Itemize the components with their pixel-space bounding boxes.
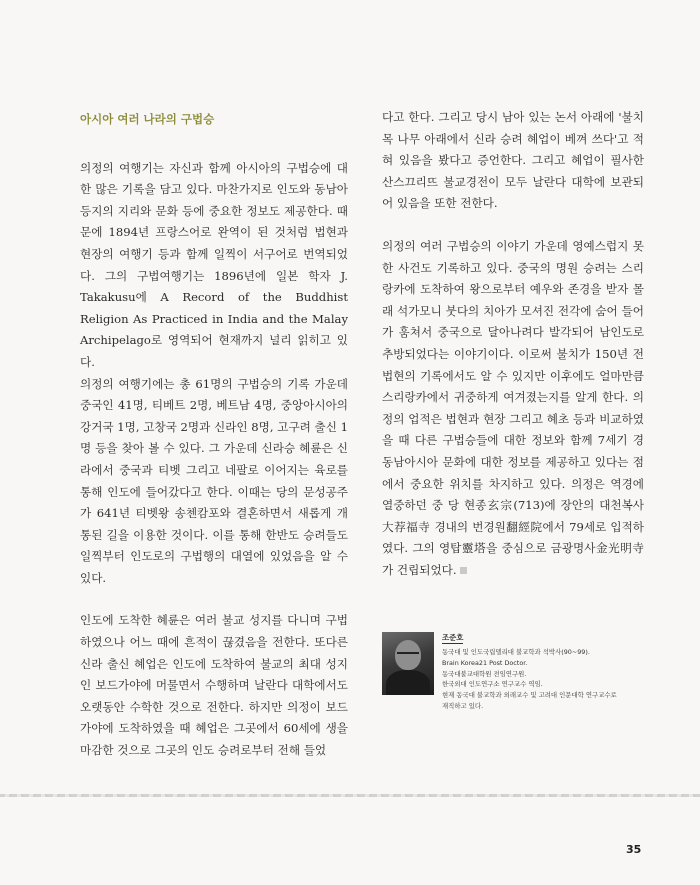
paragraph-4: 다고 한다. 그리고 당시 남아 있는 논서 아래에 '불치목 나무 아래에서 신라 승려 혜업이 베껴 쓰다'고 적혀 있음을 봤다고 증언한다. 그리고 혜업이 필사한 산스끄리뜨 불교경전이 모두 날란다 대학에 보관되어 있음을 또한 전한다. [382,110,644,211]
paragraph-5-text: 의정의 여러 구법승의 이야기 가운데 영예스럽지 못한 사건도 기록하고 있다. 중국의 명원 승려는 스리랑카에 도착하여 왕으로부터 예우와 존경을 받자 몰래 석가모니 붓다의 치아가 모셔진 전각에 숨어 들어가 훔쳐서 중국으로 달아나려다 발각되어 남인도로 추방되었다는 이야기이다. 이로써 불치가 150년 전 법현의 기록에서도 알 수 있지만 이후에도 얼마만큼 스리랑카에서 귀중하게 여겨졌는지를 알게 한다. 의정의 업적은 법현과 현장 그리고 혜초 등과 비교하였을 때 다른 구법승들에 대한 정보와 함께 7세기 경 동남아시아 문화에 대한 정보를 제공하고 있다는 점에서 중요한 위치를 차지하고 있다. 의정은 역경에 열중하던 중 당 현종玄宗(713)에 장안의 대천복사大荐福寺 경내의 번경원翻經院에서 79세로 입적하였다. 그의 영탑靈塔을 중심으로 금광명사金光明寺가 건립되었다. [382,238,644,577]
author-bio [442,633,652,712]
right-column [382,107,644,581]
left-column [80,109,348,762]
bio-line: 동국대 및 인도국립델리대 불교학과 석박사(90~99). [442,648,590,656]
bio-line: 재직하고 있다. [442,701,484,710]
page-number: 35 [626,843,642,856]
paragraph-5 [382,236,644,582]
paragraph-2: 의정의 여행기에는 총 61명의 구법승의 기록 가운데 중국인 41명, 티베트 2명, 베트남 4명, 중앙아시아의 강거국 1명, 고창국 2명과 신라인 8명, 고구려 출신 1명 등을 찾아 볼 수 있다. 그 가운데 신라승 혜륜은 신라에서 중국과 티벳 그리고 네팔로 이어지는 육로를 통해 인도에 들어갔다고 한다. 이때는 당의 문성공주가 641년 티벳왕 송첸캄포와 결혼하면서 새롭게 개통된 길을 이용한 것이다. 이를 통해 한반도 승려들도 일찍부터 인도로의 구법행의 대열에 있었음을 알 수 있다. [80,376,348,585]
section-heading: 아시아 여러 나라의 구법승 [80,112,215,126]
author-name: 조준호 [442,633,464,642]
bio-line: 동국대불교대학원 전임연구원. [442,669,527,678]
bottom-divider [0,794,700,797]
bio-line: 현재 동국대 불교학과 외래교수 및 고려대 인문대학 연구교수로 [442,691,617,700]
bio-line: Brain Korea21 Post Doctor. [442,658,528,667]
end-mark-icon [460,567,467,574]
paragraph-3: 인도에 도착한 혜륜은 여러 불교 성지를 다니며 구법하였으나 어느 때에 흔적이 끊겼음을 전한다. 또다른 신라 출신 혜업은 인도에 도착하여 불교의 최대 성지인 보드가야에 머물면서 수행하며 날란다 대학에서도 오랫동안 수학한 것으로 전한다. 하지만 의정이 보드가야에 도착하였을 때 혜업은 그곳에서 60세에 생을 마감한 것으로 그곳의 인도 승려로부터 전해 들었 [80,613,348,758]
bio-line: 한국외대 인도연구소 연구교수 역임. [442,680,543,689]
paragraph-1: 의정의 여행기는 자신과 함께 아시아의 구법승에 대한 많은 기록을 담고 있다. 마찬가지로 인도와 동남아 등지의 지리와 문화 등에 중요한 정보도 제공한다. 때문에 1894년 프랑스어로 완역이 된 것처럼 법현과 현장의 여행기 등과 함께 일찍이 서구어로 번역되었다. 그의 구법여행기는 1896년에 일본 학자 J. Takakusu에 A Record of the Buddhist Religion As Practiced in India and the Malay Archipelago로 영역되어 현재까지 널리 읽히고 있다. [80,160,348,369]
author-photo [382,632,434,695]
